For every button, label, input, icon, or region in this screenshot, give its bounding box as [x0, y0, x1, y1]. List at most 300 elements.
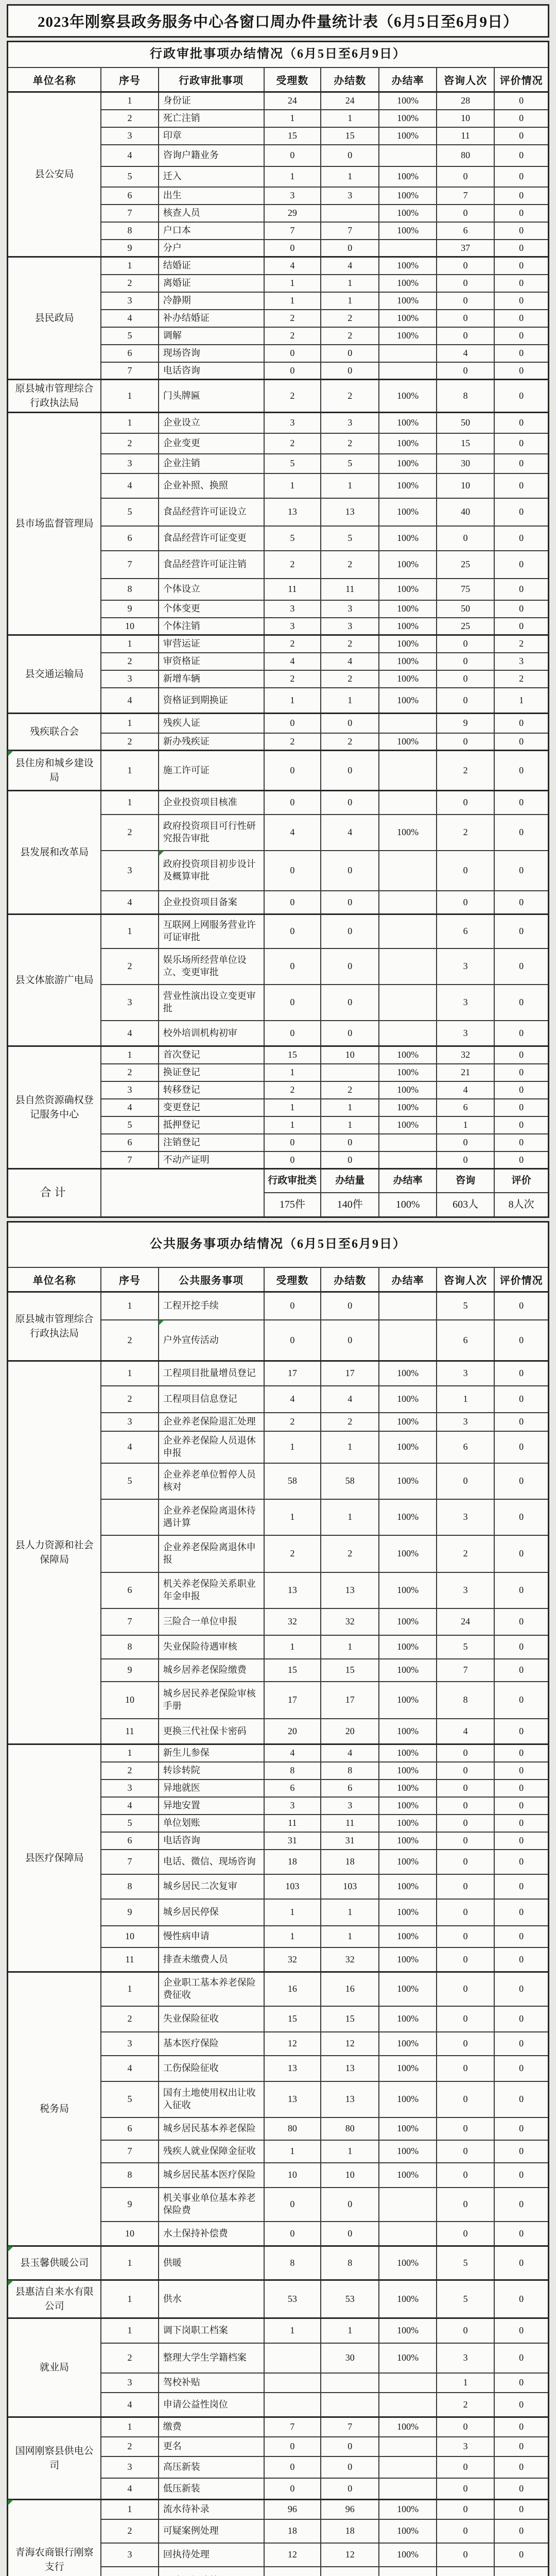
received-cell: 29: [264, 205, 321, 222]
total-value-cell: 175件: [264, 1193, 321, 1217]
column-header-row: [8, 1267, 549, 1292]
total-row: [8, 1169, 549, 1193]
item-cell: 可疑案例处理: [159, 2519, 264, 2543]
completed-cell: 4: [321, 1744, 379, 1762]
evaluation-cell: 0: [494, 733, 548, 751]
rate-cell: [379, 345, 436, 362]
completed-cell: 1: [321, 1499, 379, 1535]
completed-cell: [321, 2393, 379, 2417]
seq-cell: 10: [101, 1682, 158, 1719]
item-cell: 娱乐场所经营单位设立、变更审批: [159, 948, 264, 985]
seq-cell: 7: [101, 205, 158, 222]
rate-cell: 100%: [379, 653, 436, 670]
completed-cell: 80: [321, 2117, 379, 2140]
unit-name-cell: 县人力资源和社会保障局: [8, 1361, 101, 1744]
received-cell: 5: [264, 526, 321, 551]
consult-cell: 6: [437, 1320, 494, 1361]
rate-cell: 100%: [379, 733, 436, 751]
received-cell: 1: [264, 1926, 321, 1947]
evaluation-cell: 0: [494, 2478, 548, 2500]
seq-cell: 3: [101, 985, 158, 1021]
item-cell: 抵押登记: [159, 1116, 264, 1134]
evaluation-cell: 0: [494, 1463, 548, 1499]
table-row: [8, 2246, 549, 2280]
seq-cell: 7: [101, 1151, 158, 1169]
item-cell: 企业养老保险离退休待遇计算: [159, 1499, 264, 1535]
table-row: [8, 635, 549, 653]
received-cell: 17: [264, 1361, 321, 1386]
rate-cell: 100%: [379, 1064, 436, 1081]
received-cell: 2: [264, 433, 321, 454]
seq-cell: 4: [101, 145, 158, 166]
unit-name-cell: 县惠洁自来水有限公司: [8, 2280, 101, 2318]
seq-cell: 2: [101, 433, 158, 454]
consult-cell: 3: [437, 985, 494, 1021]
evaluation-cell: 0: [494, 187, 548, 205]
table-row: [8, 2500, 549, 2519]
completed-cell: 17: [321, 1361, 379, 1386]
item-cell: 企业变更: [159, 433, 264, 454]
rate-cell: 100%: [379, 1682, 436, 1719]
completed-cell: 0: [321, 791, 379, 815]
evaluation-cell: 0: [494, 948, 548, 985]
seq-cell: 2: [101, 275, 158, 292]
column-header: 咨询人次: [437, 67, 494, 92]
evaluation-cell: 0: [494, 2373, 548, 2393]
completed-cell: 8: [321, 2246, 379, 2280]
seq-cell: 2: [101, 1064, 158, 1081]
consult-cell: 5: [437, 2246, 494, 2280]
evaluation-cell: 0: [494, 1116, 548, 1134]
evaluation-cell: 0: [494, 1762, 548, 1780]
item-cell: 机关养老保险关系职业年金申报: [159, 1572, 264, 1608]
seq-cell: 2: [101, 2343, 158, 2373]
consult-cell: 0: [437, 2081, 494, 2117]
item-cell: 分户: [159, 240, 264, 257]
consult-cell: 0: [437, 688, 494, 714]
seq-cell: 4: [101, 1021, 158, 1046]
completed-cell: 0: [321, 240, 379, 257]
item-cell: 食品经营许可证设立: [159, 498, 264, 526]
consult-cell: 50: [437, 600, 494, 618]
consult-cell: 37: [437, 240, 494, 257]
seq-cell: 10: [101, 1926, 158, 1947]
seq-cell: 7: [101, 551, 158, 579]
evaluation-cell: 0: [494, 815, 548, 851]
rate-cell: 100%: [379, 2543, 436, 2567]
table-row: [8, 257, 549, 275]
item-cell: 企业投资项目备案: [159, 891, 264, 914]
rate-cell: [379, 1320, 436, 1361]
rate-cell: 100%: [379, 1099, 436, 1116]
consult-cell: 0: [437, 1815, 494, 1832]
rate-cell: 100%: [379, 1815, 436, 1832]
rate-cell: 100%: [379, 275, 436, 292]
table-row: [8, 2417, 549, 2437]
rate-cell: 100%: [379, 380, 436, 413]
item-cell: 门头牌匾: [159, 380, 264, 413]
completed-cell: 2: [321, 310, 379, 327]
table-row: [8, 2280, 549, 2318]
evaluation-cell: 0: [494, 454, 548, 473]
evaluation-cell: 0: [494, 1780, 548, 1797]
consult-cell: 0: [437, 2032, 494, 2056]
evaluation-cell: 0: [494, 473, 548, 498]
evaluation-cell: 0: [494, 327, 548, 345]
item-cell: 更换三代社保卡密码: [159, 1719, 264, 1744]
completed-cell: 0: [321, 145, 379, 166]
evaluation-cell: 0: [494, 2393, 548, 2417]
received-cell: [264, 2373, 321, 2393]
completed-cell: 0: [321, 891, 379, 914]
received-cell: 0: [264, 851, 321, 891]
evaluation-cell: 0: [494, 1431, 548, 1463]
item-cell: 回执待处理: [159, 2543, 264, 2567]
column-header: 办结率: [379, 67, 436, 92]
rate-cell: 100%: [379, 1413, 436, 1431]
consult-cell: 0: [437, 2188, 494, 2222]
received-cell: [264, 2393, 321, 2417]
seq-cell: 1: [101, 2318, 158, 2343]
item-cell: 结婚证: [159, 257, 264, 275]
consult-cell: 80: [437, 145, 494, 166]
rate-cell: [379, 851, 436, 891]
received-cell: 0: [264, 2478, 321, 2500]
error-flag-icon: [8, 751, 13, 756]
rate-cell: 100%: [379, 1431, 436, 1463]
seq-cell: 9: [101, 2188, 158, 2222]
seq-cell: 3: [101, 1081, 158, 1099]
seq-cell: 3: [101, 2373, 158, 2393]
column-header: 办结数: [321, 1267, 379, 1292]
received-cell: 32: [264, 1947, 321, 1972]
received-cell: 15: [264, 1046, 321, 1064]
rate-cell: 100%: [379, 551, 436, 579]
consult-cell: 0: [437, 1850, 494, 1874]
rate-cell: 100%: [379, 2417, 436, 2437]
admin-approval-table: [7, 41, 549, 1218]
received-cell: 2: [264, 551, 321, 579]
item-cell: 基本医疗保险: [159, 2032, 264, 2056]
consult-cell: 21: [437, 1064, 494, 1081]
received-cell: 13: [264, 498, 321, 526]
completed-cell: [321, 1064, 379, 1081]
received-cell: 31: [264, 1832, 321, 1850]
consult-cell: 75: [437, 579, 494, 600]
received-cell: 4: [264, 815, 321, 851]
completed-cell: 0: [321, 1134, 379, 1151]
evaluation-cell: 0: [494, 1850, 548, 1874]
consult-cell: 0: [437, 257, 494, 275]
seq-cell: 5: [101, 1463, 158, 1499]
received-cell: [264, 2567, 321, 2576]
completed-cell: 0: [321, 2456, 379, 2478]
rate-cell: [379, 2456, 436, 2478]
item-cell: 调解: [159, 327, 264, 345]
evaluation-cell: 0: [494, 433, 548, 454]
consult-cell: 6: [437, 1431, 494, 1463]
error-flag-icon: [8, 2500, 13, 2505]
item-cell: 印章: [159, 127, 264, 145]
consult-cell: 50: [437, 413, 494, 433]
consult-cell: 2: [437, 751, 494, 791]
evaluation-cell: 0: [494, 166, 548, 187]
completed-cell: 3: [321, 413, 379, 433]
received-cell: 4: [264, 653, 321, 670]
total-empty-cell: [101, 1169, 264, 1217]
rate-cell: [379, 714, 436, 733]
consult-cell: 0: [437, 2140, 494, 2163]
consult-cell: 0: [437, 2417, 494, 2437]
unit-name-cell: 就业局: [8, 2318, 101, 2417]
consult-cell: 25: [437, 618, 494, 635]
seq-cell: 1: [101, 714, 158, 733]
seq-cell: 7: [101, 1608, 158, 1635]
item-cell: 冷静期: [159, 292, 264, 310]
column-header: 单位名称: [8, 67, 101, 92]
received-cell: 1: [264, 1499, 321, 1535]
received-cell: 2: [264, 327, 321, 345]
rate-cell: 100%: [379, 1744, 436, 1762]
seq-cell: 1: [101, 1744, 158, 1762]
received-cell: 0: [264, 145, 321, 166]
consult-cell: 0: [437, 1947, 494, 1972]
seq-cell: 2: [101, 653, 158, 670]
completed-cell: 1: [321, 110, 379, 127]
consult-cell: 0: [437, 1926, 494, 1947]
received-cell: 58: [264, 1463, 321, 1499]
total-value-cell: 140件: [321, 1193, 379, 1217]
consult-cell: 0: [437, 1463, 494, 1499]
item-cell: 异地就医: [159, 1780, 264, 1797]
item-cell: 城乡居民二次复审: [159, 1874, 264, 1899]
seq-cell: 2: [101, 2006, 158, 2032]
consult-cell: 2: [437, 1535, 494, 1572]
seq-cell: [101, 1499, 158, 1535]
consult-cell: 11: [437, 127, 494, 145]
consult-cell: 0: [437, 1899, 494, 1926]
evaluation-cell: 0: [494, 1081, 548, 1099]
received-cell: 1: [264, 2140, 321, 2163]
item-cell: 新生儿参保: [159, 1744, 264, 1762]
seq-cell: 3: [101, 670, 158, 688]
rate-cell: 100%: [379, 2006, 436, 2032]
rate-cell: 100%: [379, 1659, 436, 1682]
seq-cell: 1: [101, 1292, 158, 1320]
received-cell: 1: [264, 1064, 321, 1081]
completed-cell: 13: [321, 2056, 379, 2081]
evaluation-cell: 0: [494, 618, 548, 635]
consult-cell: 3: [437, 1361, 494, 1386]
received-cell: 2: [264, 635, 321, 653]
received-cell: 53: [264, 2280, 321, 2318]
evaluation-cell: 0: [494, 110, 548, 127]
evaluation-cell: 2: [494, 670, 548, 688]
seq-cell: 2: [101, 733, 158, 751]
rate-cell: 100%: [379, 166, 436, 187]
rate-cell: 100%: [379, 1608, 436, 1635]
rate-cell: 100%: [379, 1850, 436, 1874]
consult-cell: 0: [437, 166, 494, 187]
rate-cell: [379, 2373, 436, 2393]
evaluation-cell: 0: [494, 1815, 548, 1832]
evaluation-cell: 0: [494, 205, 548, 222]
unit-name-cell: 原县城市管理综合行政执法局: [8, 1292, 101, 1361]
completed-cell: 4: [321, 815, 379, 851]
evaluation-cell: 0: [494, 1386, 548, 1413]
received-cell: 0: [264, 985, 321, 1021]
total-header-cell: 行政审批类: [264, 1169, 321, 1193]
consult-cell: 28: [437, 92, 494, 110]
received-cell: 15: [264, 2006, 321, 2032]
evaluation-cell: 0: [494, 751, 548, 791]
rate-cell: 100%: [379, 1972, 436, 2006]
consult-cell: 2: [437, 815, 494, 851]
consult-cell: 0: [437, 2056, 494, 2081]
column-header: 办结率: [379, 1267, 436, 1292]
completed-cell: 7: [321, 2417, 379, 2437]
received-cell: 12: [264, 2543, 321, 2567]
seq-cell: 8: [101, 222, 158, 240]
evaluation-cell: 0: [494, 1608, 548, 1635]
received-cell: 0: [264, 1292, 321, 1320]
item-cell: 供水: [159, 2280, 264, 2318]
rate-cell: 100%: [379, 600, 436, 618]
rate-cell: [379, 1021, 436, 1046]
completed-cell: 18: [321, 2519, 379, 2543]
completed-cell: 18: [321, 1850, 379, 1874]
completed-cell: 2: [321, 327, 379, 345]
consult-cell: 0: [437, 791, 494, 815]
completed-cell: 2: [321, 1081, 379, 1099]
evaluation-cell: 0: [494, 240, 548, 257]
completed-cell: 13: [321, 1572, 379, 1608]
seq-cell: 8: [101, 2163, 158, 2188]
completed-cell: 0: [321, 985, 379, 1021]
received-cell: 20: [264, 1719, 321, 1744]
item-cell: 咨询户籍业务: [159, 145, 264, 166]
received-cell: 2: [264, 310, 321, 327]
evaluation-cell: 0: [494, 526, 548, 551]
item-cell: 营业性演出设立变更审批: [159, 985, 264, 1021]
completed-cell: 0: [321, 1151, 379, 1169]
evaluation-cell: 0: [494, 2140, 548, 2163]
item-cell: 低压新装: [159, 2478, 264, 2500]
completed-cell: 5: [321, 454, 379, 473]
evaluation-cell: 0: [494, 2188, 548, 2222]
consult-cell: 8: [437, 380, 494, 413]
received-cell: 0: [264, 891, 321, 914]
completed-cell: 0: [321, 914, 379, 948]
completed-cell: [321, 2567, 379, 2576]
consult-cell: 0: [437, 275, 494, 292]
completed-cell: 13: [321, 2081, 379, 2117]
consult-cell: 3: [437, 2343, 494, 2373]
consult-cell: 7: [437, 187, 494, 205]
evaluation-cell: 0: [494, 2006, 548, 2032]
item-cell: 失业保险待遇审核: [159, 1635, 264, 1659]
evaluation-cell: 0: [494, 362, 548, 380]
seq-cell: 6: [101, 345, 158, 362]
evaluation-cell: 0: [494, 2543, 548, 2567]
rate-cell: 100%: [379, 2140, 436, 2163]
item-cell: 政府投资项目可行性研究报告审批: [159, 815, 264, 851]
evaluation-cell: 0: [494, 985, 548, 1021]
rate-cell: 100%: [379, 1463, 436, 1499]
completed-cell: 3: [321, 618, 379, 635]
received-cell: 0: [264, 2437, 321, 2456]
rate-cell: 100%: [379, 257, 436, 275]
rate-cell: [379, 2478, 436, 2500]
unit-name-cell: 国网刚察县供电公司: [8, 2417, 101, 2500]
rate-cell: 100%: [379, 222, 436, 240]
received-cell: 18: [264, 2519, 321, 2543]
consult-cell: 0: [437, 891, 494, 914]
received-cell: 1: [264, 1635, 321, 1659]
consult-cell: 3: [437, 2437, 494, 2456]
evaluation-cell: 0: [494, 1926, 548, 1947]
table-row: [8, 751, 549, 791]
seq-cell: [101, 1535, 158, 1572]
total-value-cell: 8人次: [494, 1193, 548, 1217]
rate-cell: [379, 2567, 436, 2576]
received-cell: 0: [264, 751, 321, 791]
evaluation-cell: 0: [494, 2519, 548, 2543]
received-cell: 4: [264, 257, 321, 275]
received-cell: 8: [264, 2246, 321, 2280]
received-cell: 24: [264, 92, 321, 110]
seq-cell: 1: [101, 635, 158, 653]
completed-cell: 0: [321, 714, 379, 733]
table-row: [8, 714, 549, 733]
evaluation-cell: 0: [494, 1099, 548, 1116]
received-cell: 1: [264, 110, 321, 127]
item-cell: 企业养老保险退汇处理: [159, 1413, 264, 1431]
received-cell: 0: [264, 2188, 321, 2222]
evaluation-cell: 0: [494, 551, 548, 579]
consult-cell: 3: [437, 1572, 494, 1608]
total-header-cell: 办结率: [379, 1169, 436, 1193]
completed-cell: 8: [321, 1762, 379, 1780]
rate-cell: 100%: [379, 635, 436, 653]
received-cell: 5: [264, 454, 321, 473]
column-header: 公共服务事项: [159, 1267, 264, 1292]
completed-cell: 6: [321, 1780, 379, 1797]
consult-cell: 0: [437, 1134, 494, 1151]
received-cell: 3: [264, 1797, 321, 1815]
completed-cell: 11: [321, 579, 379, 600]
seq-cell: 3: [101, 127, 158, 145]
evaluation-cell: 0: [494, 2222, 548, 2246]
rate-cell: 100%: [379, 1926, 436, 1947]
item-cell: 整理大学生学籍档案: [159, 2343, 264, 2373]
evaluation-cell: 0: [494, 275, 548, 292]
seq-cell: 6: [101, 187, 158, 205]
completed-cell: 0: [321, 2478, 379, 2500]
seq-cell: 3: [101, 1413, 158, 1431]
rate-cell: 100%: [379, 2318, 436, 2343]
received-cell: 3: [264, 618, 321, 635]
item-cell: 失业保险征收: [159, 2006, 264, 2032]
item-cell: 国有土地使用权出让收入征收: [159, 2081, 264, 2117]
unit-name-cell: 县市场监督管理局: [8, 413, 101, 635]
evaluation-cell: 0: [494, 2500, 548, 2519]
consult-cell: 10: [437, 473, 494, 498]
seq-cell: 2: [101, 2519, 158, 2543]
seq-cell: 11: [101, 1719, 158, 1744]
completed-cell: 0: [321, 2222, 379, 2246]
completed-cell: 1: [321, 1116, 379, 1134]
